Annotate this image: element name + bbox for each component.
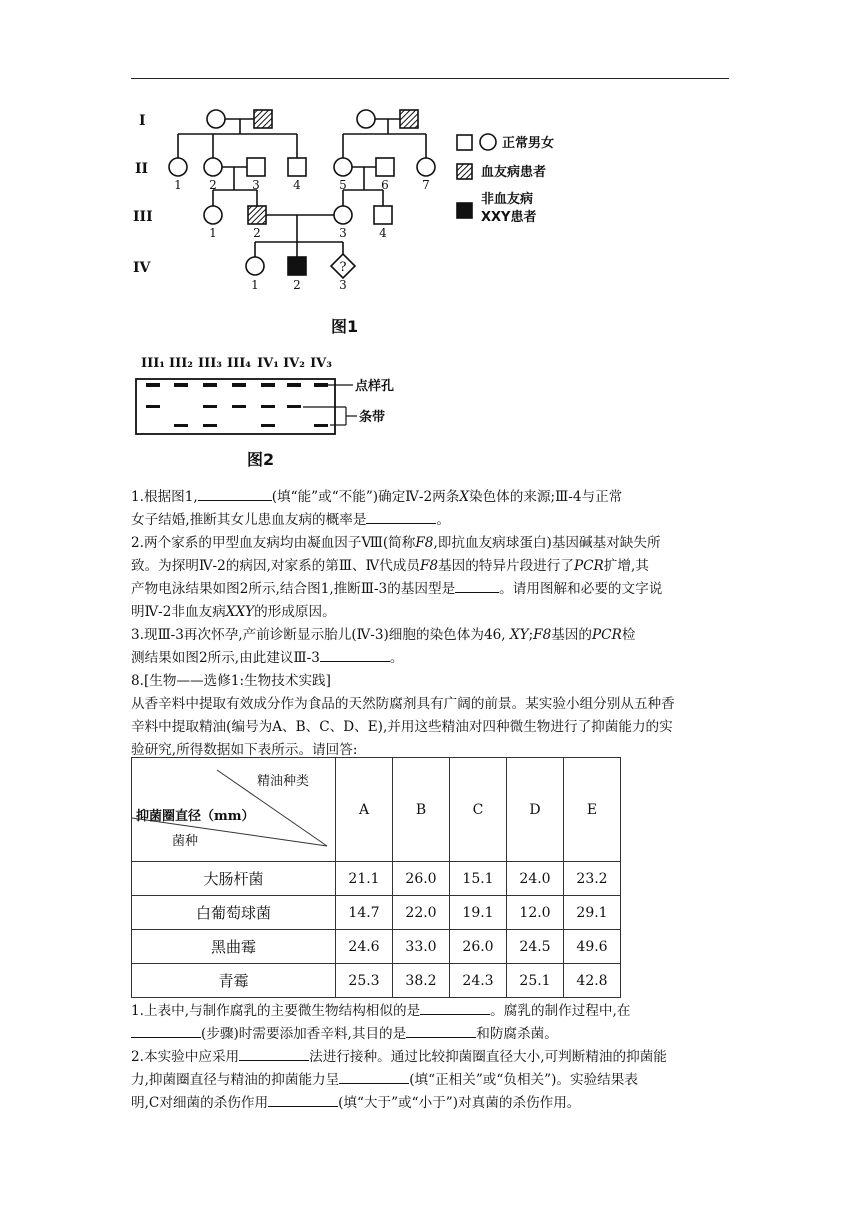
answer-blank-p1a[interactable] bbox=[420, 1000, 490, 1015]
num-IV-3: 3 bbox=[339, 278, 347, 292]
answer-blank-q2[interactable] bbox=[455, 578, 499, 593]
cell: 19.1 bbox=[450, 896, 507, 930]
num-III-4: 4 bbox=[379, 226, 387, 240]
diag-mid-label: 抑菌圈直径（mm） bbox=[136, 809, 255, 824]
p2-line2: 力,抑菌圈直径与精油的抑菌能力呈 (填“正相关”或“负相关”)。实验结果表 bbox=[131, 1069, 731, 1092]
answer-blank-p2a[interactable] bbox=[239, 1046, 309, 1061]
table-row bbox=[132, 930, 621, 964]
legend-normal: 正常男女 bbox=[502, 136, 555, 151]
section8-intro-2: 辛料中提取精油(编号为A、B、C、D、E),并用这些精油对四种微生物进行了抑菌能力的实 bbox=[131, 719, 673, 735]
pedigree-figure bbox=[131, 100, 731, 340]
num-III-2: 2 bbox=[253, 226, 261, 240]
num-II-2: 2 bbox=[209, 178, 217, 192]
row-name: 大肠杆菌 bbox=[132, 862, 336, 896]
cell: 42.8 bbox=[564, 964, 621, 998]
gen-label-4: IV bbox=[133, 260, 151, 276]
col-header-b: B bbox=[393, 758, 450, 862]
answer-blank-q1b[interactable] bbox=[366, 509, 436, 524]
p2-line3: 明,C对细菌的杀伤作用 (填“大于”或“小于”)对真菌的杀伤作用。 bbox=[131, 1092, 731, 1115]
num-III-1: 1 bbox=[209, 226, 217, 240]
lane-label-7: IV₃ bbox=[310, 356, 332, 371]
cell: 23.2 bbox=[564, 862, 621, 896]
section8-title: 8.[生物——选修1:生物技术实践] bbox=[131, 673, 331, 689]
cell: 38.2 bbox=[393, 964, 450, 998]
diagonal-header-cell bbox=[132, 758, 336, 862]
cell: 21.1 bbox=[336, 862, 393, 896]
answer-blank-q3[interactable] bbox=[320, 647, 390, 662]
cell: 25.1 bbox=[507, 964, 564, 998]
cell: 14.7 bbox=[336, 896, 393, 930]
questions-block bbox=[131, 486, 731, 762]
section8-questions bbox=[131, 1000, 731, 1115]
lane-label-2: III₂ bbox=[169, 356, 193, 371]
row-name: 青霉 bbox=[132, 964, 336, 998]
cell: 25.3 bbox=[336, 964, 393, 998]
p2-line1: 2.本实验中应采用 法进行接种。通过比较抑菌圈直径大小,可判断精油的抑菌能 bbox=[131, 1046, 731, 1069]
cell: 33.0 bbox=[393, 930, 450, 964]
cell: 24.3 bbox=[450, 964, 507, 998]
lane-label-1: III₁ bbox=[141, 356, 165, 371]
gen-label-3: III bbox=[133, 209, 153, 225]
col-header-a: A bbox=[336, 758, 393, 862]
header-rule bbox=[131, 78, 729, 79]
num-II-7: 7 bbox=[422, 178, 430, 192]
legend-non-hemophilia: 非血友病 bbox=[481, 192, 534, 207]
answer-blank-p2b[interactable] bbox=[339, 1069, 409, 1084]
col-header-e: E bbox=[564, 758, 621, 862]
col-header-d: D bbox=[507, 758, 564, 862]
lane-label-5: IV₁ bbox=[257, 356, 279, 371]
q2-line2: 致。为探明Ⅳ-2的病因,对家系的第Ⅲ、Ⅳ代成员F8基因的特异片段进行了PCR扩增,其 bbox=[131, 558, 649, 574]
q3-line1: 3.现Ⅲ-3再次怀孕,产前诊断显示胎儿(Ⅳ-3)细胞的染色体为46, XY;F8基因的PCR检 bbox=[131, 627, 636, 643]
p1-line1: 1.上表中,与制作腐乳的主要微生物结构相似的是 。腐乳的制作过程中,在 bbox=[131, 1000, 731, 1023]
cell: 15.1 bbox=[450, 862, 507, 896]
cell: 24.5 bbox=[507, 930, 564, 964]
inhibition-table bbox=[131, 757, 621, 998]
section8-intro-1: 从香辛料中提取有效成分作为食品的天然防腐剂具有广阔的前景。某实验小组分别从五种香 bbox=[131, 696, 675, 712]
q2-line1: 2.两个家系的甲型血友病均由凝血因子Ⅷ(简称F8,即抗血友病球蛋白)基因碱基对缺失所 bbox=[131, 535, 661, 551]
cell: 26.0 bbox=[393, 862, 450, 896]
wells-label: 点样孔 bbox=[355, 379, 395, 394]
cell: 24.0 bbox=[507, 862, 564, 896]
cell: 22.0 bbox=[393, 896, 450, 930]
answer-blank-p2c[interactable] bbox=[268, 1092, 338, 1107]
q2-line4: 明Ⅳ-2非血友病XXY的形成原因。 bbox=[131, 604, 336, 620]
row-name: 白葡萄球菌 bbox=[132, 896, 336, 930]
diag-bottom-label: 菌种 bbox=[172, 834, 199, 849]
electrophoresis-figure bbox=[131, 352, 421, 472]
table-row bbox=[132, 896, 621, 930]
q1-line2: 女子结婚,推断其女儿患血友病的概率是 。 bbox=[131, 509, 731, 532]
bands-label: 条带 bbox=[359, 410, 386, 425]
q2-line3: 产物电泳结果如图2所示,结合图1,推断Ⅲ-3的基因型是 。请用图解和必要的文字说 bbox=[131, 578, 731, 601]
num-II-4: 4 bbox=[293, 178, 301, 192]
cell: 24.6 bbox=[336, 930, 393, 964]
figure2-caption: 图2 bbox=[247, 450, 275, 469]
section8-intro-3: 验研究,所得数据如下表所示。请回答: bbox=[131, 742, 358, 758]
lane-label-6: IV₂ bbox=[283, 356, 305, 371]
legend-hemophilia: 血友病患者 bbox=[481, 165, 547, 180]
num-IV-2: 2 bbox=[293, 278, 301, 292]
cell: 12.0 bbox=[507, 896, 564, 930]
answer-blank-q1a[interactable] bbox=[198, 486, 272, 501]
lane-label-4: III₄ bbox=[227, 356, 251, 371]
answer-blank-p1b[interactable] bbox=[131, 1023, 201, 1038]
question-mark: ? bbox=[339, 260, 347, 275]
table-row bbox=[132, 964, 621, 998]
legend-xxy: XXY患者 bbox=[481, 210, 537, 225]
cell: 49.6 bbox=[564, 930, 621, 964]
cell: 26.0 bbox=[450, 930, 507, 964]
answer-blank-p1c[interactable] bbox=[406, 1023, 476, 1038]
row-name: 黑曲霉 bbox=[132, 930, 336, 964]
num-II-1: 1 bbox=[174, 178, 182, 192]
q3-line2: 测结果如图2所示,由此建议Ⅲ-3 。 bbox=[131, 647, 731, 670]
figure1-caption: 图1 bbox=[331, 317, 359, 336]
col-header-c: C bbox=[450, 758, 507, 862]
cell: 29.1 bbox=[564, 896, 621, 930]
diag-top-label: 精油种类 bbox=[257, 774, 310, 789]
p1-line2: (步骤)时需要添加香辛料,其目的是 和防腐杀菌。 bbox=[131, 1023, 731, 1046]
num-IV-1: 1 bbox=[251, 278, 259, 292]
num-III-3: 3 bbox=[339, 226, 347, 240]
num-II-3: 3 bbox=[252, 178, 260, 192]
table-row bbox=[132, 862, 621, 896]
gen-label-1: I bbox=[139, 113, 146, 129]
lane-label-3: III₃ bbox=[198, 356, 222, 371]
q1-line1: 1.根据图1, (填“能”或“不能”)确定Ⅳ-2两条X染色体的来源;Ⅲ-4与正常 bbox=[131, 486, 731, 509]
gen-label-2: II bbox=[135, 161, 149, 177]
num-II-5: 5 bbox=[339, 178, 347, 192]
num-II-6: 6 bbox=[381, 178, 389, 192]
